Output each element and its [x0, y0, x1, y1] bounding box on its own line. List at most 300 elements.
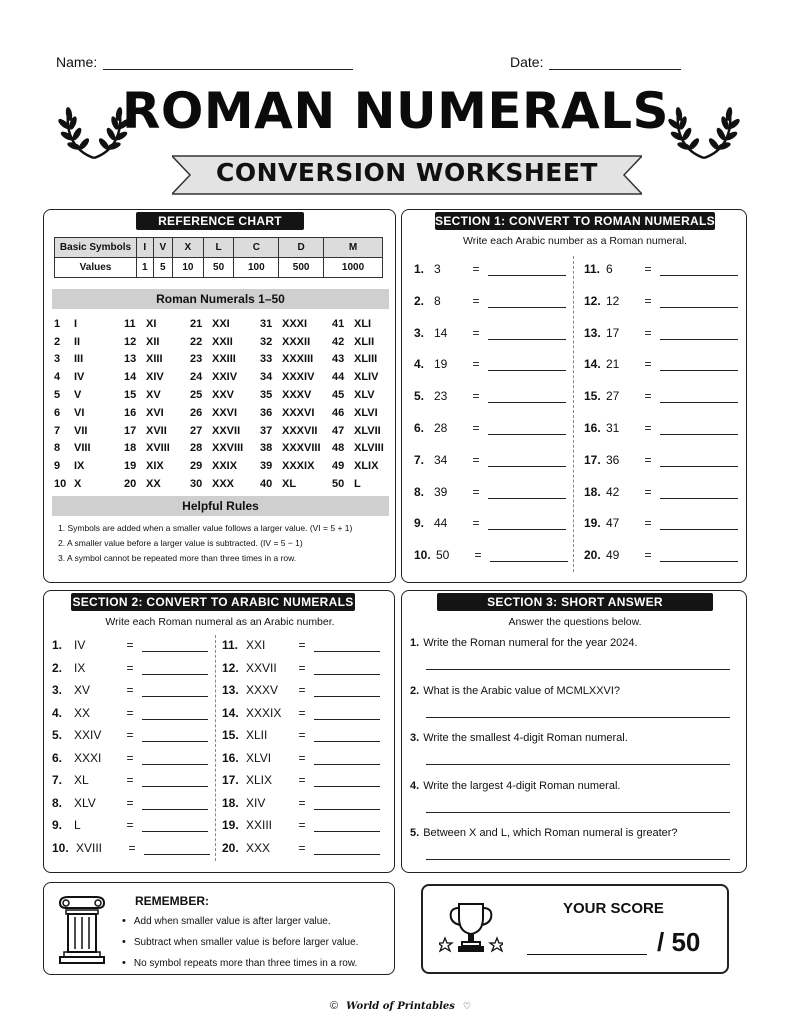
answer-line[interactable] — [314, 708, 380, 720]
values-label: Values — [55, 258, 137, 278]
answer-line[interactable] — [488, 518, 566, 530]
roman-numeral: XXIII — [212, 353, 236, 366]
equals-sign: = — [472, 516, 480, 531]
equals-sign: = — [126, 728, 134, 742]
arabic-number: 31 — [260, 317, 273, 330]
question-number: 16. — [222, 750, 239, 765]
arabic-number: 41 — [332, 317, 345, 330]
equals-sign: = — [472, 357, 480, 372]
answer-line[interactable] — [660, 550, 738, 562]
arabic-number: 13 — [124, 353, 137, 366]
question-number: 17. — [222, 773, 239, 787]
answer-line[interactable] — [488, 391, 566, 403]
arabic-number: 1 — [54, 317, 61, 330]
roman-numeral: XXV — [212, 389, 235, 402]
roman-numeral: XL — [282, 478, 297, 491]
symbols-row — [55, 238, 383, 258]
short-answer-question — [410, 827, 678, 839]
question-number: 8. — [414, 484, 425, 499]
numeral-entry — [54, 422, 91, 440]
question-row — [52, 636, 208, 652]
numeral-entry — [190, 457, 243, 475]
numeral-entry — [332, 333, 384, 351]
roman-numeral: II — [74, 335, 81, 348]
roman-numeral: XXXV — [282, 389, 312, 402]
basic-symbols-table — [54, 237, 383, 278]
roman-numeral: XVIII — [146, 442, 170, 455]
numerals-column — [260, 315, 321, 493]
equals-sign: = — [126, 750, 134, 765]
question-number: 4. — [52, 705, 63, 720]
equals-sign: = — [644, 262, 652, 276]
short-answer-question — [410, 685, 620, 697]
numerals-column — [332, 315, 384, 493]
arabic-number: 7 — [54, 424, 61, 437]
roman-numeral: XXXVIII — [282, 442, 321, 455]
arabic-number: 24 — [190, 371, 203, 384]
roman-numeral: IV — [74, 371, 85, 384]
answer-line[interactable] — [314, 753, 380, 765]
answer-line[interactable] — [488, 455, 566, 467]
answer-line[interactable] — [660, 455, 738, 467]
equals-sign: = — [298, 773, 306, 787]
numeral-entry — [260, 457, 321, 475]
equals-sign: = — [126, 818, 134, 832]
question-number: 12. — [222, 660, 239, 675]
question-row — [52, 771, 208, 787]
roman-numeral: XII — [146, 335, 160, 348]
answer-line[interactable] — [488, 264, 566, 276]
numeral-entry — [260, 422, 321, 440]
roman-numeral: XVI — [146, 406, 164, 419]
equals-sign: = — [126, 660, 134, 675]
arabic-number: 40 — [260, 478, 273, 491]
arabic-number: 42 — [332, 335, 345, 348]
arabic-number: 3 — [54, 353, 61, 366]
answer-line[interactable] — [488, 328, 566, 340]
roman-numeral: XIII — [146, 353, 163, 366]
answer-line[interactable] — [314, 730, 380, 742]
answer-line[interactable] — [488, 487, 566, 499]
answer-line[interactable] — [660, 423, 738, 435]
question-row — [52, 816, 208, 832]
question-value: L — [74, 818, 81, 832]
question-value: 28 — [434, 421, 448, 435]
answer-line[interactable] — [488, 359, 566, 371]
remember-title: REMEMBER: — [135, 894, 209, 908]
question-row — [584, 292, 738, 308]
question-row — [222, 794, 380, 810]
equals-sign: = — [644, 516, 652, 531]
arabic-number: 48 — [332, 442, 345, 455]
question-number: 5. — [414, 389, 425, 404]
equals-sign: = — [644, 421, 652, 435]
question-number: 13. — [584, 325, 601, 340]
numeral-entry — [190, 333, 243, 351]
question-row — [52, 704, 208, 720]
arabic-number: 37 — [260, 424, 273, 437]
value-cell: 10 — [173, 258, 204, 278]
question-number: 20. — [584, 548, 601, 563]
arabic-number: 33 — [260, 353, 273, 366]
roman-numeral: XXII — [212, 335, 233, 348]
answer-line[interactable] — [314, 775, 380, 787]
answer-line[interactable] — [488, 423, 566, 435]
arabic-number: 10 — [54, 478, 67, 491]
numeral-entry — [190, 368, 243, 386]
symbol-cell: X — [173, 238, 204, 258]
question-value: XXX — [246, 840, 271, 855]
roman-numeral: XLII — [354, 335, 375, 348]
question-row — [414, 419, 566, 435]
question-value: 6 — [606, 262, 613, 276]
equals-sign: = — [644, 452, 652, 467]
question-value: 47 — [606, 516, 620, 531]
name-input-line[interactable] — [103, 56, 353, 70]
numeral-entry — [124, 351, 170, 369]
question-row — [222, 839, 380, 855]
date-label: Date: — [510, 54, 544, 70]
question-row — [584, 355, 738, 371]
arabic-number: 32 — [260, 335, 273, 348]
equals-sign: = — [644, 548, 652, 563]
roman-numeral: XLIV — [354, 371, 379, 384]
equals-sign: = — [128, 840, 136, 855]
question-number: 9. — [52, 818, 63, 832]
answer-line[interactable] — [142, 708, 208, 720]
answer-line[interactable] — [660, 264, 738, 276]
roman-numeral: XLVII — [354, 424, 381, 437]
remember-list — [122, 911, 358, 974]
copyright-symbol: © — [330, 1000, 339, 1012]
numeral-entry — [190, 475, 243, 493]
arabic-number: 11 — [124, 317, 136, 330]
question-value: 12 — [606, 293, 620, 308]
question-value: XXI — [246, 638, 266, 652]
answer-line[interactable] — [426, 859, 730, 860]
question-value: 14 — [434, 325, 448, 340]
equals-sign: = — [644, 389, 652, 404]
question-number: 3. — [414, 325, 425, 340]
date-input-line[interactable] — [549, 56, 681, 70]
question-number: 15. — [222, 728, 239, 742]
reference-chart-panel — [43, 209, 396, 583]
answer-line[interactable] — [142, 663, 208, 675]
remember-panel — [43, 882, 395, 975]
arabic-number: 27 — [190, 424, 203, 437]
arabic-number: 22 — [190, 335, 203, 348]
answer-line[interactable] — [426, 669, 730, 670]
numeral-entry — [124, 457, 170, 475]
question-row — [414, 483, 566, 499]
answer-line[interactable] — [314, 685, 380, 697]
question-value: XLVI — [246, 750, 272, 765]
answer-line[interactable] — [142, 640, 208, 652]
question-row — [414, 451, 566, 467]
numeral-entry — [54, 440, 91, 458]
question-number: 11. — [222, 638, 239, 652]
remember-item: • No symbol repeats more than three times in a row. — [122, 953, 358, 974]
question-number: 8. — [52, 795, 63, 810]
question-number: 11. — [584, 262, 601, 276]
arabic-number: 8 — [54, 442, 61, 455]
numeral-entry — [54, 333, 91, 351]
numeral-entry — [332, 386, 384, 404]
numeral-entry — [124, 440, 170, 458]
roman-numeral: XLIX — [354, 460, 379, 473]
numerals-column — [190, 315, 243, 493]
arabic-number: 39 — [260, 460, 273, 473]
answer-line[interactable] — [488, 296, 566, 308]
value-cell: 5 — [153, 258, 172, 278]
section1-divider — [573, 256, 574, 572]
numeral-entry — [54, 404, 91, 422]
question-row — [414, 387, 566, 403]
arabic-number: 43 — [332, 353, 345, 366]
equals-sign: = — [472, 293, 480, 308]
symbol-cell: I — [137, 238, 154, 258]
question-value: 34 — [434, 452, 448, 467]
question-number: 15. — [584, 389, 601, 404]
answer-line[interactable] — [426, 717, 730, 718]
rule-item: 2. A smaller value before a larger value is subtracted. (IV = 5 − 1) — [58, 538, 303, 548]
question-value: XXXIX — [246, 705, 282, 720]
question-value: 50 — [436, 548, 450, 563]
question-value: XL — [74, 773, 89, 787]
symbol-cell: V — [153, 238, 172, 258]
question-number: 14. — [222, 705, 239, 720]
answer-line[interactable] — [426, 812, 730, 813]
question-value: XV — [74, 683, 91, 697]
question-number: 18. — [584, 484, 601, 499]
arabic-number: 19 — [124, 460, 137, 473]
numeral-entry — [190, 315, 243, 333]
roman-numeral: XXXVI — [282, 406, 315, 419]
equals-sign: = — [644, 357, 652, 372]
answer-line[interactable] — [660, 359, 738, 371]
question-row — [584, 514, 738, 530]
equals-sign: = — [472, 452, 480, 467]
question-row — [414, 292, 566, 308]
question-text: Between X and L, which Roman numeral is greater? — [423, 827, 678, 839]
numeral-entry — [332, 475, 384, 493]
question-number: 2. — [410, 684, 420, 697]
equals-sign: = — [644, 325, 652, 340]
answer-line[interactable] — [490, 550, 568, 562]
numeral-entry — [54, 386, 91, 404]
equals-sign: = — [126, 683, 134, 697]
equals-sign: = — [298, 638, 306, 652]
equals-sign: = — [298, 818, 306, 832]
name-field[interactable] — [56, 54, 353, 70]
values-row — [55, 258, 383, 278]
question-row — [414, 546, 568, 562]
equals-sign: = — [298, 840, 306, 855]
roman-numeral: III — [74, 353, 84, 366]
arabic-number: 25 — [190, 389, 203, 402]
numeral-entry — [332, 422, 384, 440]
reference-chart-title: REFERENCE CHART — [136, 212, 304, 230]
equals-sign: = — [644, 484, 652, 499]
question-number: 16. — [584, 421, 601, 435]
numeral-entry — [260, 475, 321, 493]
question-value: XXXV — [246, 683, 279, 697]
remember-item: • Add when smaller value is after larger value. — [122, 911, 358, 932]
question-number: 5. — [52, 728, 63, 742]
heart-icon: ♡ — [462, 1000, 472, 1011]
section3-title: SECTION 3: SHORT ANSWER — [437, 593, 713, 611]
answer-line[interactable] — [314, 843, 380, 855]
roman-numeral: XV — [146, 389, 161, 402]
question-text: What is the Arabic value of MCMLXXVI? — [423, 684, 621, 697]
roman-numeral: XXXI — [282, 317, 308, 330]
numeral-entry — [332, 440, 384, 458]
question-value: 42 — [606, 484, 620, 499]
section3-panel — [401, 590, 747, 873]
question-number: 17. — [584, 452, 601, 467]
question-value: IV — [74, 638, 86, 652]
answer-line[interactable] — [314, 640, 380, 652]
arabic-number: 34 — [260, 371, 273, 384]
arabic-number: 17 — [124, 424, 137, 437]
question-row — [222, 816, 380, 832]
arabic-number: 9 — [54, 460, 61, 473]
score-total: / 50 — [657, 927, 701, 957]
roman-numeral: L — [354, 478, 361, 491]
numeral-entry — [332, 368, 384, 386]
answer-line[interactable] — [314, 798, 380, 810]
answer-line[interactable] — [660, 328, 738, 340]
equals-sign: = — [126, 638, 134, 652]
numerals-list-title: Roman Numerals 1–50 — [52, 289, 389, 309]
roman-numeral: XXVI — [212, 406, 238, 419]
trophy-icon — [439, 898, 503, 958]
question-row — [584, 324, 738, 340]
question-row — [584, 451, 738, 467]
question-row — [584, 260, 738, 276]
answer-line[interactable] — [426, 764, 730, 765]
answer-line[interactable] — [144, 843, 210, 855]
section2-panel — [43, 590, 395, 873]
answer-line[interactable] — [660, 518, 738, 530]
question-value: XX — [74, 705, 91, 720]
question-number: 6. — [414, 421, 425, 435]
section1-title: SECTION 1: CONVERT TO ROMAN NUMERALS — [435, 214, 715, 228]
answer-line[interactable] — [314, 820, 380, 832]
question-value: 3 — [434, 262, 441, 276]
question-number: 18. — [222, 795, 239, 810]
arabic-number: 5 — [54, 389, 61, 402]
numeral-entry — [332, 351, 384, 369]
score-input-line[interactable] — [527, 954, 647, 955]
roman-numeral: XIV — [146, 371, 164, 384]
numeral-entry — [54, 315, 91, 333]
answer-line[interactable] — [142, 820, 208, 832]
equals-sign: = — [298, 728, 306, 742]
question-value: XXVII — [246, 660, 277, 675]
answer-line[interactable] — [142, 798, 208, 810]
question-number: 19. — [584, 516, 601, 531]
question-number: 6. — [52, 750, 63, 765]
question-row — [52, 726, 208, 742]
question-value: XLV — [74, 795, 96, 810]
value-cell: 50 — [203, 258, 234, 278]
date-field[interactable] — [510, 54, 681, 70]
roman-numeral: XI — [146, 317, 157, 330]
roman-numeral: XXVIII — [212, 442, 244, 455]
numeral-entry — [190, 440, 243, 458]
question-number: 2. — [414, 293, 425, 308]
question-row — [584, 387, 738, 403]
equals-sign: = — [126, 795, 134, 810]
column-pillar-icon — [56, 893, 108, 965]
question-value: XXIV — [74, 728, 102, 742]
value-cell: 100 — [234, 258, 279, 278]
answer-line[interactable] — [314, 663, 380, 675]
answer-line[interactable] — [142, 775, 208, 787]
roman-numeral: VI — [74, 406, 85, 419]
roman-numeral: I — [74, 317, 78, 330]
equals-sign: = — [474, 548, 482, 563]
question-text: Write the smallest 4-digit Roman numeral. — [423, 732, 628, 744]
numeral-entry — [260, 368, 321, 386]
roman-numeral: XXXIII — [282, 353, 314, 366]
question-value: XVIII — [76, 840, 103, 855]
arabic-number: 6 — [54, 406, 61, 419]
question-value: 23 — [434, 389, 448, 404]
numeral-entry — [332, 457, 384, 475]
numeral-entry — [124, 333, 170, 351]
answer-line[interactable] — [660, 296, 738, 308]
rule-item: 3. A symbol cannot be repeated more than three times in a row. — [58, 553, 297, 563]
arabic-number: 12 — [124, 335, 137, 348]
answer-line[interactable] — [142, 685, 208, 697]
answer-line[interactable] — [660, 487, 738, 499]
value-cell: 500 — [279, 258, 324, 278]
arabic-number: 46 — [332, 406, 345, 419]
rules-list — [58, 521, 388, 566]
question-row — [222, 749, 380, 765]
numeral-entry — [54, 368, 91, 386]
value-cell: 1 — [137, 258, 154, 278]
score-title: YOUR SCORE — [563, 900, 664, 917]
page-title: ROMAN NUMERALS — [121, 82, 670, 140]
section2-title: SECTION 2: CONVERT TO ARABIC NUMERALS — [72, 595, 354, 609]
question-number: 4. — [414, 357, 425, 372]
rule-item: 1. Symbols are added when a smaller value follows a larger value. (VI = 5 + 1) — [58, 523, 353, 533]
question-row — [222, 659, 380, 675]
equals-sign: = — [298, 660, 306, 675]
numeral-entry — [190, 404, 243, 422]
numeral-entry — [260, 333, 321, 351]
numeral-entry — [190, 386, 243, 404]
roman-numeral: IX — [74, 460, 85, 473]
question-row — [584, 483, 738, 499]
roman-numeral: X — [74, 478, 82, 491]
answer-line[interactable] — [142, 730, 208, 742]
question-row — [584, 546, 738, 562]
short-answer-question — [410, 732, 628, 744]
numeral-entry — [332, 404, 384, 422]
equals-sign: = — [298, 750, 306, 765]
answer-line[interactable] — [142, 753, 208, 765]
answer-line[interactable] — [660, 391, 738, 403]
roman-numeral: XIX — [146, 460, 164, 473]
arabic-number: 2 — [54, 335, 61, 348]
numeral-entry — [124, 422, 170, 440]
section2-instruction: Write each Roman numeral as an Arabic number. — [105, 616, 335, 628]
question-number: 3. — [410, 732, 420, 744]
